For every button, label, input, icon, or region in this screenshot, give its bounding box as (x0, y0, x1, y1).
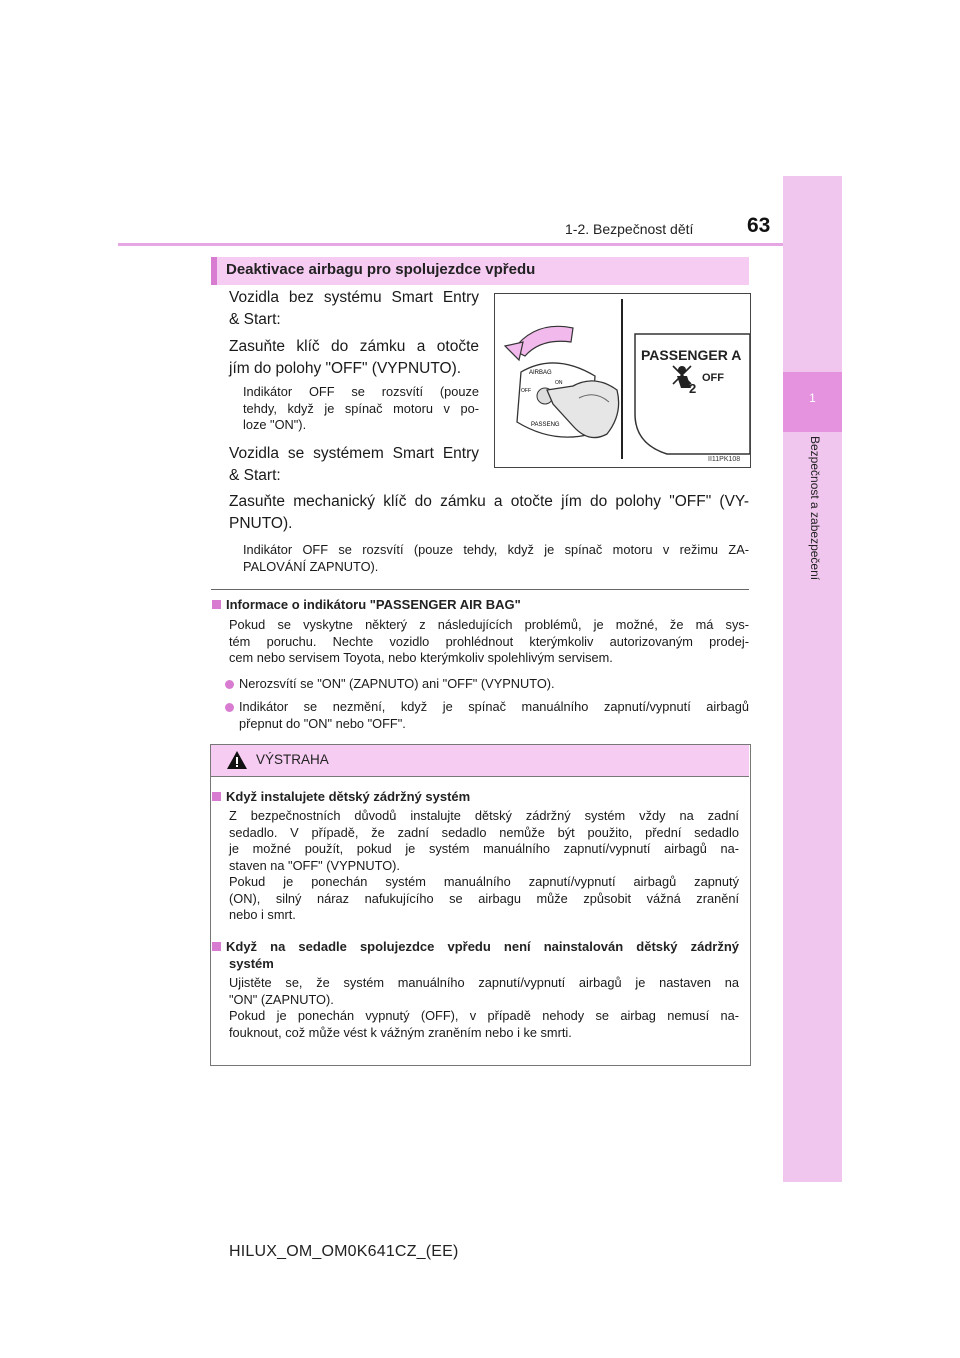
text-line: je možné použít, pokud je systém manuálního zapnutí/vypnutí airbagů na- (229, 841, 739, 856)
square-bullet-icon (212, 792, 221, 801)
text-line: Pokud je ponechán systém manuálního zapnutí/vypnutí airbagů zapnutý (229, 874, 739, 889)
text-line: Vozidla bez systému Smart Entry (229, 289, 479, 306)
text-line: PALOVÁNÍ ZAPNUTO). (243, 558, 379, 574)
airbag-switch-drawing (495, 294, 750, 467)
divider (211, 589, 749, 590)
info-heading-text: Informace o indikátoru "PASSENGER AIR BAG" (226, 597, 521, 612)
lock-off-label: OFF (521, 388, 531, 394)
text-line: Vozidla se systémem Smart Entry (229, 445, 479, 462)
text-line: Indikátor OFF se rozsvítí (pouze tehdy, když je spínač motoru v režimu ZA- (243, 542, 749, 557)
section-heading-bar (211, 257, 217, 285)
chapter-label: Bezpečnost a zabezpečení (808, 436, 822, 581)
header-rule (118, 243, 783, 246)
section-heading (211, 257, 749, 285)
text-line: & Start: (229, 467, 281, 484)
document-code: HILUX_OM_OM0K641CZ_(EE) (229, 1243, 459, 1260)
airbag-switch-illustration (494, 293, 751, 468)
warning-paragraph-1 (229, 808, 739, 924)
rotate-arrow-icon (513, 326, 573, 356)
off-indicator-label: OFF (702, 372, 724, 384)
text-line: cem nebo servisem Toyota, nebo kterýmkoliv spolehlivým servisem. (229, 650, 613, 665)
seat-number: 2 (689, 381, 697, 396)
page-number: 63 (747, 214, 771, 237)
section-heading-text: Deaktivace airbagu pro spolujezdce vpředu (226, 261, 536, 278)
text-line: PNUTO). (229, 515, 293, 532)
text-line: Pokud se vyskytne některý z následujících problémů, je možné, že má sys- (229, 617, 749, 632)
text-line: "ON" (ZAPNUTO). (229, 991, 334, 1007)
text-line: Zasuňte mechanický klíč do zámku a otočte jím do polohy "OFF" (VY- (229, 493, 749, 510)
text-line: nebo i smrt. (229, 907, 296, 922)
text-line: Indikátor se nezmění, když je spínač manuálního zapnutí/vypnutí airbagů (239, 699, 749, 714)
text-line: tém poruchu. Nechte vozidlo prohlédnout kterýmkoliv autorizovaným prodej- (229, 633, 749, 649)
bullet-dot-icon (225, 703, 234, 712)
text-line: tehdy, když je spínač motoru v po- (243, 400, 479, 416)
smart-entry-title (229, 443, 479, 487)
chapter-side-strip (783, 176, 842, 1182)
info-bullet-1: Nerozsvítí se "ON" (ZAPNUTO) ani "OFF" (VYPNUTO). (239, 676, 555, 691)
smart-entry-instruction (229, 491, 749, 535)
section-title: 1-2. Bezpečnost dětí (565, 221, 694, 237)
warning-title: VÝSTRAHA (256, 752, 329, 767)
lock-label: AIRBAG (529, 370, 552, 376)
text-line: loze "ON"). (243, 417, 307, 432)
text-line: fouknout, což může vést k vážným zraněním nebo i ke smrti. (229, 1024, 572, 1040)
text-line: (ON), silný náraz nafukujícího se airbagu může způsobit vážná zranění (229, 890, 739, 906)
text-line: Pokud je ponechán vypnutý (OFF), v případě nehody se airbag nemusí na- (229, 1008, 739, 1023)
text-line: Z bezpečnostních důvodů instalujte dětský zádržný systém vždy na zadní (229, 808, 739, 823)
info-bullet-2 (239, 699, 749, 732)
warning-triangle-icon (226, 750, 248, 770)
square-bullet-icon (212, 600, 221, 609)
warning-paragraph-2 (229, 975, 739, 1041)
chapter-number: 1 (809, 391, 816, 405)
warning-heading-2 (212, 938, 739, 972)
info-body (229, 617, 749, 667)
text-line: staven na "OFF" (VYPNUTO). (229, 857, 400, 873)
warning-heading-text: Když instalujete dětský zádržný systém (226, 789, 471, 804)
text-line: Zasuňte klíč do zámku a otočte (229, 338, 479, 355)
text-line: & Start: (229, 311, 281, 328)
no-smart-entry-title (229, 287, 479, 331)
no-smart-entry-note (243, 384, 479, 434)
figure-id: II11PK108 (708, 456, 741, 463)
smart-entry-note (243, 542, 749, 575)
square-bullet-icon (212, 942, 221, 951)
text-line: systém (229, 956, 274, 971)
warning-heading-1 (212, 789, 470, 804)
info-heading (212, 597, 521, 612)
text-line: přepnut do "ON" nebo "OFF". (239, 715, 406, 731)
passenger-airbag-panel-text: PASSENGER A (641, 347, 742, 363)
no-smart-entry-instruction (229, 336, 479, 380)
lock-on-label: ON (555, 380, 563, 386)
text-line: Ujistěte se, že systém manuálního zapnutí/vypnutí airbagů je nastaven na (229, 975, 739, 990)
warning-heading-text: Když na sedadle spolujezdce vpředu není nainstalován dětský zádržný (226, 939, 739, 954)
text-line: jím do polohy "OFF" (VYPNUTO). (229, 360, 462, 377)
lock-passenger-label: PASSENG (531, 422, 560, 428)
text-line: sedadlo. V případě, že zadní sedadlo nemůže být použito, přední sedadlo (229, 824, 739, 840)
text-line: Indikátor OFF se rozsvítí (pouze (243, 384, 479, 399)
bullet-dot-icon (225, 680, 234, 689)
